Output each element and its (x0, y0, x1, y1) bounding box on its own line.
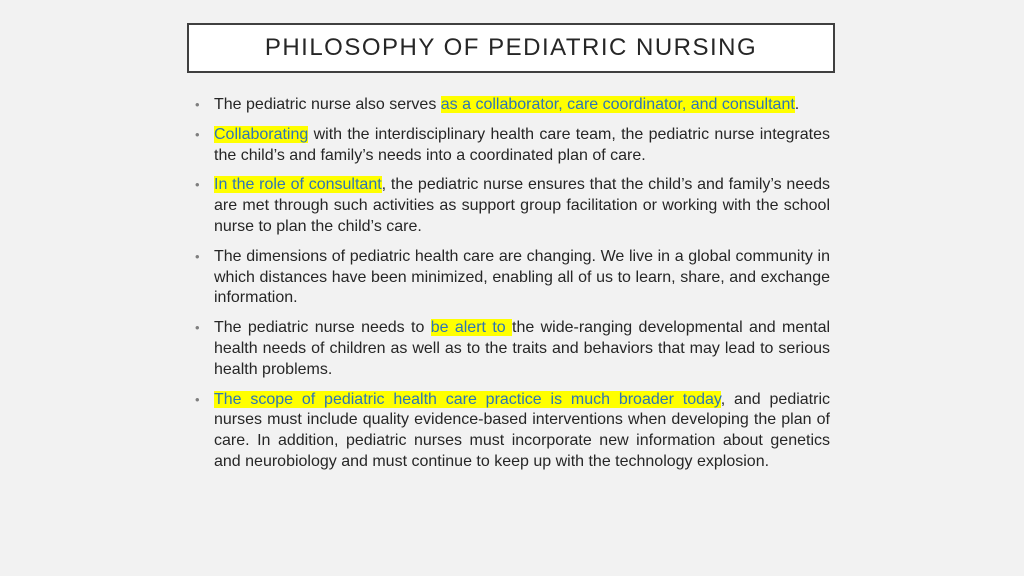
bullet-text: the wide-ranging developmental and mental health needs of children as well as to the traits and behaviors that may lead to serious health problems. (214, 319, 831, 378)
bullet-item (193, 318, 830, 380)
highlighted-text: The scope of pediatric health care practice is much broader today (214, 390, 721, 408)
bullet-item (193, 175, 830, 237)
bullet-list (193, 95, 830, 482)
highlighted-text: Collaborating (214, 125, 309, 143)
bullet-item (193, 125, 830, 167)
bullet-text: , and pediatric nurses must include quality evidence-based interventions when developing the plan of care. In addition, pediatric nurses must incorporate new information about genetics and neurobiology and must continue to keep up with the technology explosion. (214, 390, 830, 470)
bullet-dot-icon: • (195, 177, 200, 193)
bullet-text: The pediatric nurse needs to (214, 319, 431, 337)
bullet-text: , the pediatric nurse ensures that the child’s and family’s needs are met through such activities as support group facilitation or working with the school nurse to plan the child’s care. (214, 176, 831, 235)
highlighted-text: as a collaborator, care coordinator, and consultant (440, 96, 795, 113)
bullet-text: . (794, 96, 800, 113)
bullet-item (193, 390, 830, 473)
highlighted-text: be alert to (430, 319, 513, 337)
bullet-dot-icon: • (195, 248, 200, 264)
bullet-text: with the interdisciplinary health care team, the pediatric nurse integrates the child’s and family’s needs into a coordinated plan of care. (214, 125, 830, 164)
bullet-text: The pediatric nurse also serves (214, 96, 441, 113)
bullet-text: The dimensions of pediatric health care are changing. We live in a global community in which distances have been minimized, enabling all of us to learn, share, and exchange information. (214, 247, 830, 307)
slide-title-box (187, 23, 835, 73)
bullet-item (193, 95, 830, 116)
bullet-dot-icon: • (195, 320, 200, 336)
bullet-dot-icon: • (195, 97, 200, 112)
bullet-item (193, 247, 830, 309)
slide-title: PHILOSOPHY OF PEDIATRIC NURSING (264, 34, 758, 61)
highlighted-text: In the role of consultant (214, 176, 382, 194)
bullet-dot-icon: • (195, 391, 200, 407)
bullet-dot-icon: • (195, 126, 200, 142)
